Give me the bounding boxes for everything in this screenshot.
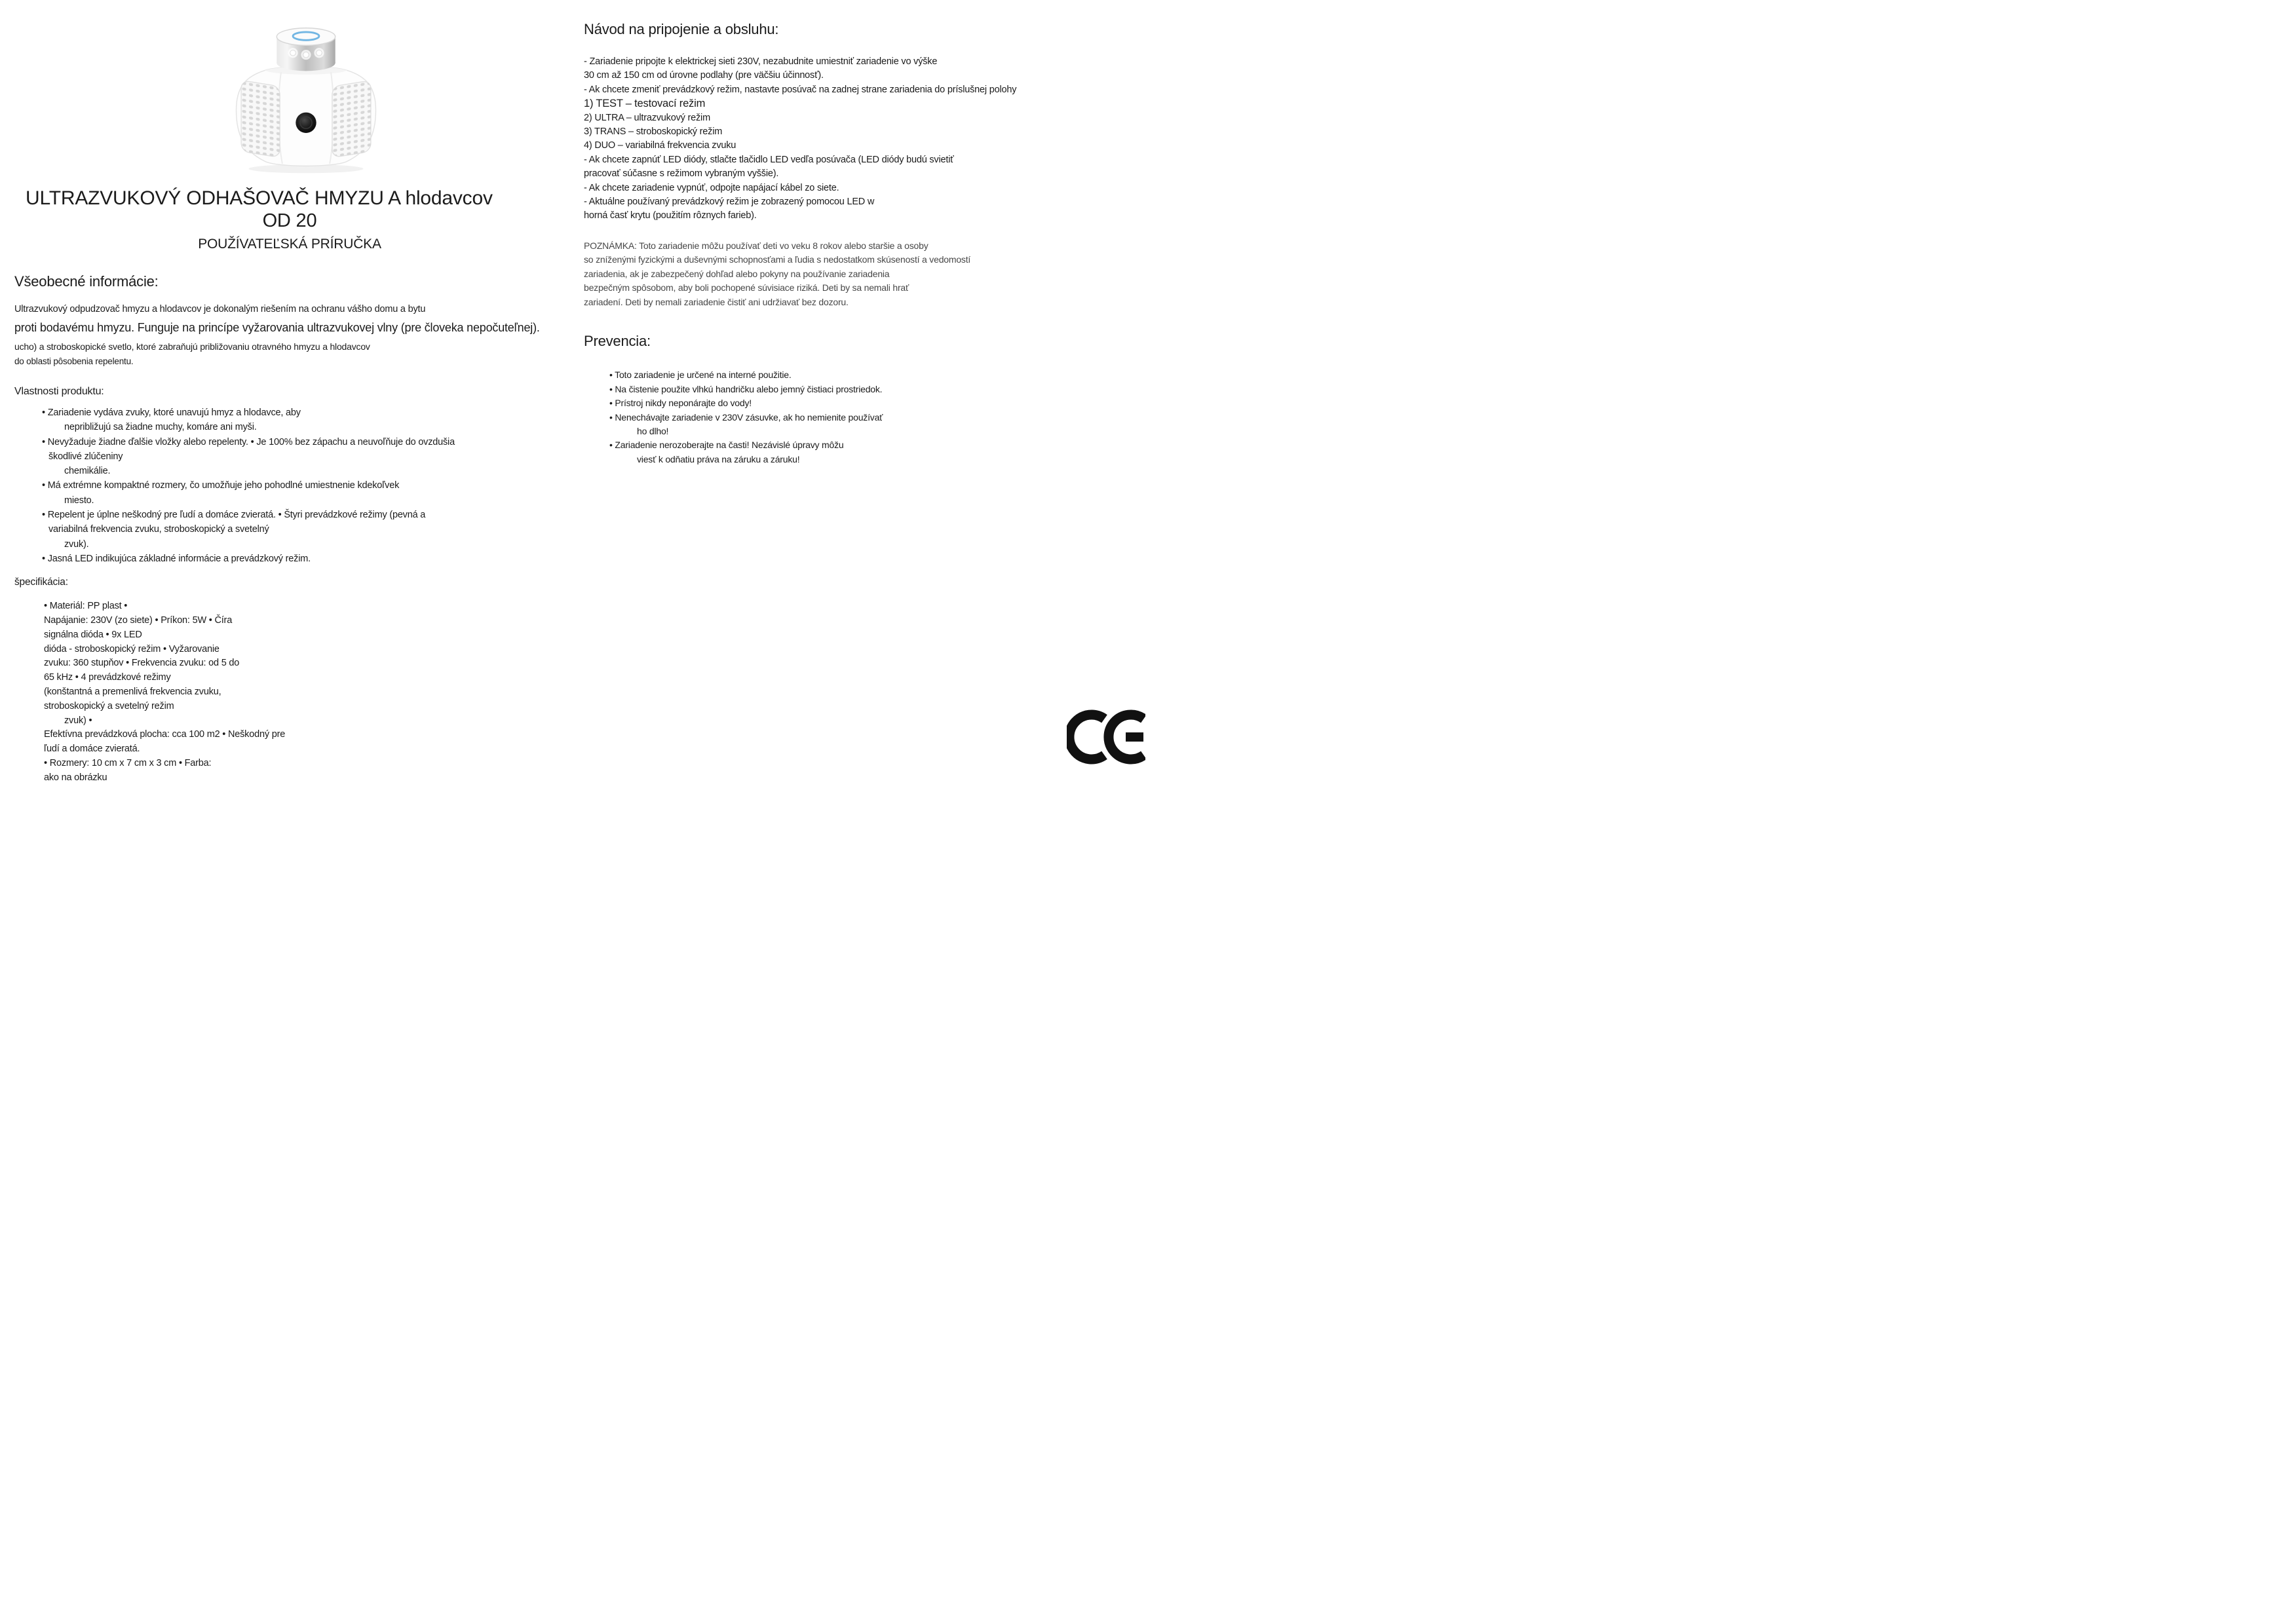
bullet-line: chemikálie. (64, 466, 111, 477)
instruction-line: - Ak chcete zmeniť prevádzkový režim, nastavte posúvač na zadnej strane zariadenia do príslušnej polohy (584, 84, 1017, 95)
instruction-line: pracovať súčasne s režimom vybraným vyššie). (584, 168, 779, 179)
instruction-line: horná časť krytu (použitím rôznych farieb). (584, 210, 757, 221)
spec-line: zvuk) • (64, 715, 92, 726)
section-spec (14, 599, 578, 785)
device-top-cylinder (277, 28, 335, 71)
section-heading-instructions: Návod na pripojenie a obsluhu: (584, 21, 779, 37)
spec-line: zvuku: 360 stupňov • Frekvencia zvuku: od 5 do (44, 658, 240, 669)
prevention-bullet-continuation: ho dlho! (637, 426, 669, 436)
bullet-line: zvuk). (64, 538, 89, 550)
bullet-line: variabilná frekvencia zvuku, stroboskopický a svetelný (48, 524, 269, 535)
instruction-line: - Ak chcete zariadenie vypnúť, odpojte napájací kábel zo siete. (584, 182, 839, 193)
note-paragraph (584, 239, 1108, 310)
section-general (14, 302, 578, 368)
instruction-line: - Aktuálne používaný prevádzkový režim je zobrazený pomocou LED w (584, 197, 875, 208)
spec-line: 65 kHz • 4 prevádzkové režimy (44, 672, 171, 683)
note-line: so zníženými fyzickými a duševnými schopnosťami a ľudia s nedostatkom skúseností a vedomostí (584, 254, 971, 265)
spec-line: • Rozmery: 10 cm x 7 cm x 3 cm • Farba: (44, 758, 212, 769)
section-heading-general: Všeobecné informácie: (14, 273, 159, 290)
spec-line: Efektívna prevádzková plocha: cca 100 m2 • Neškodný pre (44, 729, 286, 740)
note-line: zariadení. Deti by nemali zariadenie čistiť ani udržiavať bez dozoru. (584, 296, 849, 307)
note-line: zariadenia, ak je zabezpečený dohľad alebo pokyny na používanie zariadenia (584, 268, 890, 279)
instruction-line: - Zariadenie pripojte k elektrickej sieti 230V, nezabudnite umiestniť zariadenie vo výške (584, 56, 938, 67)
bullet-line: • Repelent je úplne neškodný pre ľudí a domáce zvieratá. • Štyri prevádzkové režimy (pevná a (42, 510, 426, 521)
manual-page (0, 0, 1148, 812)
left-column (14, 0, 578, 785)
note-line: bezpečným spôsobom, aby boli pochopené súvisiace riziká. Deti by sa nemali hrať (584, 282, 909, 293)
spec-line: (konštantná a premenlivá frekvencia zvuku, (44, 687, 221, 698)
bullet-line: • Nevyžaduje žiadne ďalšie vložky alebo repelenty. • Je 100% bez zápachu a neuvoľňuje do ovzdušia (42, 436, 455, 447)
led-dot (316, 50, 322, 56)
spec-line: • Materiál: PP plast • (44, 601, 128, 612)
sensor-lens (296, 113, 316, 133)
spec-line: dióda - stroboskopický režim • Vyžarovanie (44, 643, 220, 654)
spec-line: Napájanie: 230V (zo siete) • Príkon: 5W • Číra (44, 615, 233, 626)
bullet-line: • Zariadenie vydáva zvuky, ktoré unavujú hmyz a hlodavce, aby (42, 407, 301, 418)
spec-line: ako na obrázku (44, 772, 107, 783)
prevention-bullet-continuation: viesť k odňatiu práva na záruku a záruku! (637, 453, 800, 464)
paragraph-line: do oblasti pôsobenia repelentu. (14, 356, 134, 366)
spec-line: signálna dióda • 9x LED (44, 629, 142, 640)
paragraph-line: ucho) a stroboskopické svetlo, ktoré zabraňujú približovaniu otravného hmyzu a hlodavcov (14, 341, 370, 352)
section-instructions (584, 55, 1108, 223)
prevention-bullet: • Prístroj nikdy neponárajte do vody! (609, 398, 752, 409)
section-heading-prevention: Prevencia: (584, 333, 651, 350)
prevention-bullet: • Zariadenie nerozoberajte na časti! Nezávislé úpravy môžu (609, 440, 844, 451)
instruction-line-mode-duo: 4) DUO – variabilná frekvencia zvuku (584, 140, 737, 151)
page-title-model: OD 20 (262, 210, 317, 231)
right-column (584, 0, 1108, 466)
spec-line: ľudí a domáce zvieratá. (44, 744, 140, 755)
page-subtitle: POUŽÍVATEĽSKÁ PRÍRUČKA (198, 236, 381, 252)
prevention-bullet: • Nenechávajte zariadenie v 230V zásuvke, ak ho nemienite používať (609, 411, 883, 423)
bullet-line: • Jasná LED indikujúca základné informácie a prevádzkový režim. (42, 553, 311, 564)
bullet-line: škodlivé zlúčeniny (48, 451, 123, 462)
bullet-line: miesto. (64, 495, 94, 506)
page-title: ULTRAZVUKOVÝ ODHAŠOVAČ HMYZU A hlodavcov (26, 187, 493, 209)
note-line: POZNÁMKA: Toto zariadenie môžu používať deti vo veku 8 rokov alebo staršie a osoby (584, 240, 928, 251)
spec-line: stroboskopický a svetelný režim (44, 700, 174, 711)
pest-repeller-device-illustration (208, 12, 404, 177)
prevention-bullet: • Toto zariadenie je určené na interné použitie. (609, 369, 792, 381)
section-heading-features: Vlastnosti produktu: (14, 386, 104, 397)
bullet-line: • Má extrémne kompaktné rozmery, čo umožňuje jeho pohodlné umiestnenie kdekoľvek (42, 480, 400, 491)
instruction-line-mode-ultra: 2) ULTRA – ultrazvukový režim (584, 112, 710, 123)
product-photo (208, 12, 404, 177)
paragraph-line: proti bodavému hmyzu. Funguje na princípe vyžarovania ultrazvukovej vlny (pre človeka nepočuteľnej). (14, 321, 540, 334)
led-dot (290, 50, 296, 56)
bullet-line: nepribližujú sa žiadne muchy, komáre ani myši. (64, 422, 257, 433)
instruction-line-mode-trans: 3) TRANS – stroboskopický režim (584, 126, 723, 138)
led-dot (303, 52, 309, 58)
prevention-bullet: • Na čistenie použite vlhkú handričku alebo jemný čistiaci prostriedok. (609, 383, 883, 394)
instruction-line: 30 cm až 150 cm od úrovne podlahy (pre väčšiu účinnosť). (584, 70, 824, 81)
section-prevention (584, 368, 1108, 466)
section-heading-spec: špecifikácia: (14, 576, 68, 588)
instruction-line: - Ak chcete zapnúť LED diódy, stlačte tlačidlo LED vedľa posúvača (LED diódy budú svietiť (584, 154, 954, 165)
paragraph-line: Ultrazvukový odpudzovač hmyzu a hlodavcov je dokonalým riešením na ochranu vášho domu a bytu (14, 304, 426, 314)
instruction-line-mode-test: 1) TEST – testovací režim (584, 98, 706, 110)
section-features (14, 406, 578, 566)
ce-mark-icon (1067, 706, 1145, 768)
